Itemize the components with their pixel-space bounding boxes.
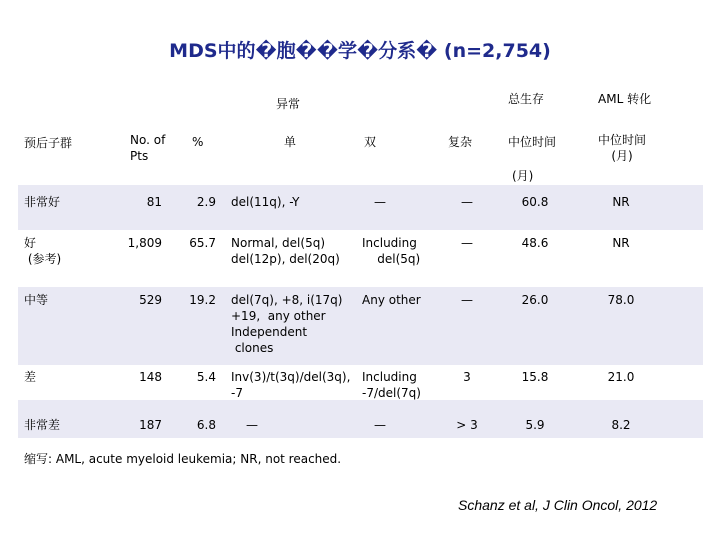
cell-single: Inv(3)/t(3q)/del(3q), -7 bbox=[231, 370, 351, 400]
header-single: 单 bbox=[284, 135, 297, 149]
cell-double: Any other bbox=[362, 293, 421, 307]
cell-median-os: 15.8 bbox=[521, 370, 549, 384]
cell-pts: 148 bbox=[139, 370, 162, 384]
header-overall-survival: 总生存 bbox=[508, 92, 545, 106]
cell-pct: 19.2 bbox=[189, 293, 216, 307]
cell-single: del(7q), +8, i(17q) +19, any other Independent clones bbox=[231, 293, 343, 355]
cell-median-aml: 21.0 bbox=[607, 370, 635, 384]
cell-complex: — bbox=[461, 236, 473, 250]
cell-complex: — bbox=[461, 195, 473, 209]
cell-double: — bbox=[374, 195, 386, 209]
cell-median-aml: NR bbox=[612, 236, 630, 250]
cell-pct: 5.4 bbox=[196, 370, 216, 384]
header-prognostic-subgroup: 预后子群 bbox=[24, 136, 73, 150]
cell-single: Normal, del(5q) del(12p), del(20q) bbox=[231, 236, 340, 266]
cell-pts: 81 bbox=[146, 195, 162, 209]
cell-pct: 2.9 bbox=[196, 195, 216, 209]
cell-pts: 1,809 bbox=[127, 236, 162, 250]
slide-title: MDS中的�胞��学�分系� (n=2,754) bbox=[169, 40, 551, 62]
cell-median-aml: NR bbox=[612, 195, 630, 209]
cell-median-os: 60.8 bbox=[521, 195, 549, 209]
cell-pct: 65.7 bbox=[189, 236, 216, 250]
cell-median-os: 5.9 bbox=[525, 418, 545, 432]
cell-median-os: 48.6 bbox=[521, 236, 549, 250]
cell-complex: — bbox=[461, 293, 473, 307]
citation: Schanz et al, J Clin Oncol, 2012 bbox=[458, 497, 658, 513]
cell-complex: > 3 bbox=[456, 418, 478, 432]
header-percent: % bbox=[192, 135, 204, 149]
header-no-of-pts: No. of Pts bbox=[130, 133, 166, 163]
cell-median-aml: 78.0 bbox=[607, 293, 635, 307]
header-double: 双 bbox=[364, 135, 377, 149]
cell-double: Including del(5q) bbox=[362, 236, 421, 266]
header-median-time-os: 中位时间 bbox=[508, 135, 557, 149]
cell-group: 中等 bbox=[24, 293, 49, 307]
header-aml-transformation: AML 转化 bbox=[598, 92, 652, 106]
cell-group: 好 (参考) bbox=[24, 236, 62, 266]
header-median-time-aml: 中位时间 (月) bbox=[597, 133, 646, 163]
cell-double: — bbox=[374, 418, 386, 432]
cell-pts: 529 bbox=[139, 293, 162, 307]
cell-pts: 187 bbox=[139, 418, 162, 432]
cell-complex: 3 bbox=[463, 370, 471, 384]
cell-pct: 6.8 bbox=[196, 418, 216, 432]
cell-single: — bbox=[246, 418, 258, 432]
cell-median-os: 26.0 bbox=[521, 293, 549, 307]
header-complex: 复杂 bbox=[448, 135, 473, 149]
cell-double: Including -7/del(7q) bbox=[362, 370, 421, 400]
cell-single: del(11q), -Y bbox=[231, 195, 300, 209]
footnote: 缩写: AML, acute myeloid leukemia; NR, not reached. bbox=[24, 452, 342, 466]
cell-group: 非常好 bbox=[24, 195, 61, 209]
header-abnormal: 异常 bbox=[276, 97, 301, 111]
header-months-os: (月) bbox=[512, 169, 534, 183]
cell-median-aml: 8.2 bbox=[611, 418, 631, 432]
cell-group: 非常差 bbox=[24, 418, 61, 432]
cell-group: 差 bbox=[24, 370, 37, 384]
